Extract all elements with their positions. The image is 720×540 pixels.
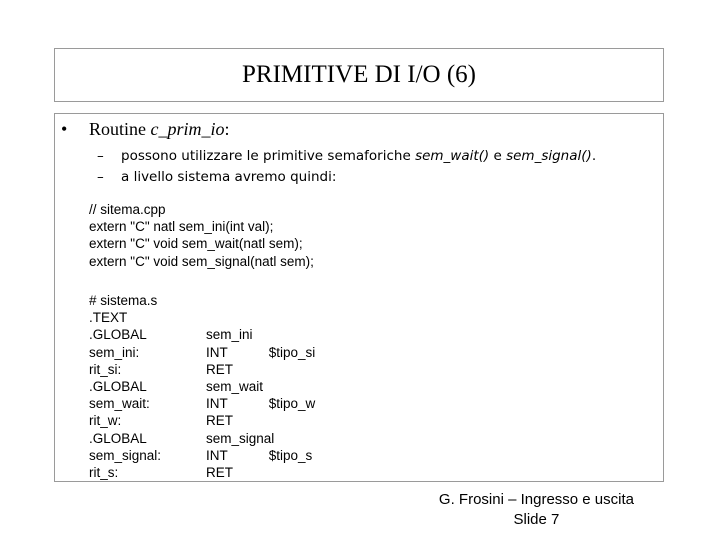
sem-wait-name: sem_wait() bbox=[415, 148, 490, 164]
subitem-system-level bbox=[97, 169, 336, 185]
bullet-item bbox=[61, 119, 230, 140]
cpp-code-block: // sitema.cpp extern "C" natl sem_ini(int val); extern "C" void sem_wait(natl sem); extern "C" void sem_signal(natl sem); bbox=[89, 202, 314, 269]
bullet-icon: • bbox=[61, 119, 68, 139]
subitem-primitives bbox=[97, 148, 596, 164]
subitem-text: possono utilizzare le primitive semaforiche bbox=[121, 148, 416, 164]
routine-name: c_prim_io bbox=[150, 119, 225, 139]
footer bbox=[439, 490, 634, 530]
dash-icon: – bbox=[97, 169, 104, 185]
bullet-prefix: Routine bbox=[89, 119, 151, 139]
asm-labels-column: # sistema.s .TEXT .GLOBAL sem_ini: rit_si: .GLOBAL sem_wait: rit_w: .GLOBAL sem_signal: rit_s: bbox=[89, 293, 162, 481]
footer-slide-number: Slide 7 bbox=[513, 511, 560, 528]
subitem-text: e bbox=[489, 148, 507, 164]
subitem-text: a livello sistema avremo quindi: bbox=[121, 169, 337, 185]
content-box bbox=[54, 113, 664, 482]
footer-author: G. Frosini – Ingresso e uscita bbox=[438, 491, 634, 508]
sem-signal-name: sem_signal() bbox=[506, 148, 592, 164]
title-box bbox=[54, 48, 664, 102]
subitem-text: . bbox=[591, 148, 597, 164]
asm-instructions-column: sem_ini INT $tipo_si RET sem_wait INT $tipo_w RET sem_signal INT $tipo_s RET bbox=[206, 327, 316, 481]
slide-title: PRIMITIVE DI I/O (6) bbox=[242, 61, 476, 88]
dash-icon: – bbox=[97, 148, 104, 164]
bullet-suffix: : bbox=[224, 119, 230, 139]
